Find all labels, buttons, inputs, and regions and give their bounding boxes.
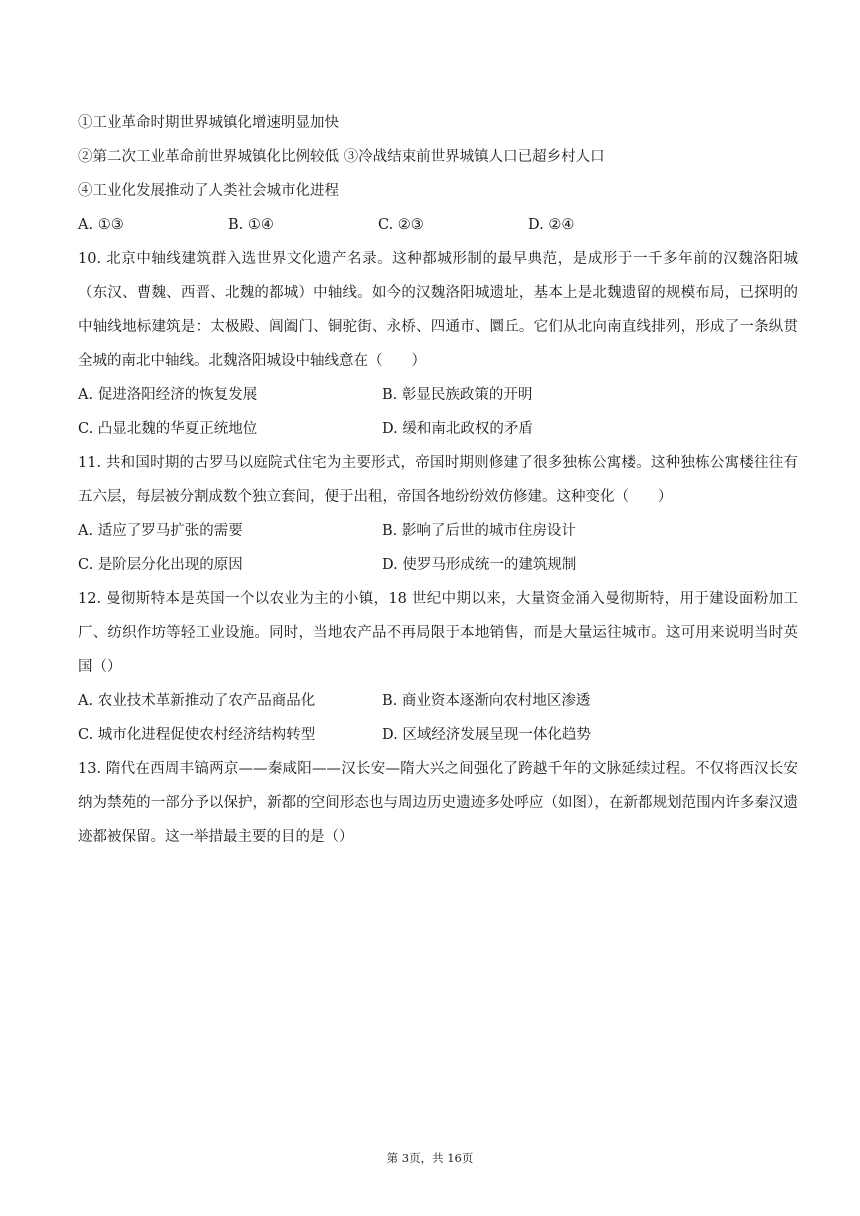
q9-option-a[interactable]: A. ①③ <box>78 217 124 233</box>
q9-statement-4: ④工业化发展推动了人类社会城市化进程 <box>78 183 339 199</box>
q12-option-a[interactable]: A. 农业技术革新推动了农产品商品化 <box>78 693 316 709</box>
q9-option-d[interactable]: D. ②④ <box>528 217 575 233</box>
q11-option-b[interactable]: B. 影响了后世的城市住房设计 <box>382 523 576 539</box>
q10-stem: 10. 北京中轴线建筑群入选世界文化遗产名录。这种都城形制的最早典范，是成形于一千多年前的汉魏洛阳城（东汉、曹魏、西晋、北魏的都城）中轴线。如今的汉魏洛阳城遗址，基本上是北魏遗留的规模布局，已探明的中轴线地标建筑是：太极殿、阊阖门、铜驼街、永桥、四通市、圜丘。它们从北向南直线排列，形成了一条纵贯全城的南北中轴线。北魏洛阳城设中轴线意在（ ） <box>78 251 798 369</box>
q9-option-b[interactable]: B. ①④ <box>228 217 274 233</box>
q10-options-row-2 <box>78 412 798 446</box>
q12-option-d[interactable]: D. 区域经济发展呈现一体化趋势 <box>382 727 591 743</box>
q9-option-c[interactable]: C. ②③ <box>378 217 424 233</box>
q10-option-c[interactable]: C. 凸显北魏的华夏正统地位 <box>78 421 258 437</box>
q10-option-b[interactable]: B. 彰显民族政策的开明 <box>382 387 533 403</box>
q11-options-row-2 <box>78 548 798 582</box>
q12-option-b[interactable]: B. 商业资本逐渐向农村地区渗透 <box>382 693 591 709</box>
q13-stem: 13. 隋代在西周丰镐两京——秦咸阳——汉长安—隋大兴之间强化了跨越千年的文脉延续过程。不仅将西汉长安纳为禁苑的一部分予以保护，新都的空间形态也与周边历史遗迹多处呼应（如图），在新都规划范围内许多秦汉遗迹都被保留。这一举措最主要的目的是（） <box>78 761 798 845</box>
q11-stem: 11. 共和国时期的古罗马以庭院式住宅为主要形式，帝国时期则修建了很多独栋公寓楼。这种独栋公寓楼往往有五六层，每层被分割成数个独立套间，便于出租，帝国各地纷纷效仿修建。这种变化（ ） <box>78 455 798 505</box>
q12-options-row-2 <box>78 718 798 752</box>
q9-statement-1: ①工业革命时期世界城镇化增速明显加快 <box>78 115 339 131</box>
q11-option-c[interactable]: C. 是阶层分化出现的原因 <box>78 557 243 573</box>
q10-option-d[interactable]: D. 缓和南北政权的矛盾 <box>382 421 533 437</box>
q10-option-a[interactable]: A. 促进洛阳经济的恢复发展 <box>78 387 258 403</box>
q9-statement-2-3: ②第二次工业革命前世界城镇化比例较低 ③冷战结束前世界城镇人口已超乡村人口 <box>78 149 605 165</box>
q12-stem: 12. 曼彻斯特本是英国一个以农业为主的小镇，18 世纪中期以来，大量资金涌入曼彻斯特，用于建设面粉加工厂、纺织作坊等轻工业设施。同时，当地农产品不再局限于本地销售，而是大量运往城市。这可用来说明当时英国（） <box>78 591 798 675</box>
q12-option-c[interactable]: C. 城市化进程促使农村经济结构转型 <box>78 727 316 743</box>
page-number-footer: 第 3页，共 16页 <box>386 1151 474 1165</box>
q11-options-row-1 <box>78 514 798 548</box>
q12-options-row-1 <box>78 684 798 718</box>
page-content <box>78 106 798 854</box>
q11-option-d[interactable]: D. 使罗马形成统一的建筑规制 <box>382 557 577 573</box>
q10-options-row-1 <box>78 378 798 412</box>
q11-option-a[interactable]: A. 适应了罗马扩张的需要 <box>78 523 243 539</box>
q9-options <box>78 208 798 242</box>
